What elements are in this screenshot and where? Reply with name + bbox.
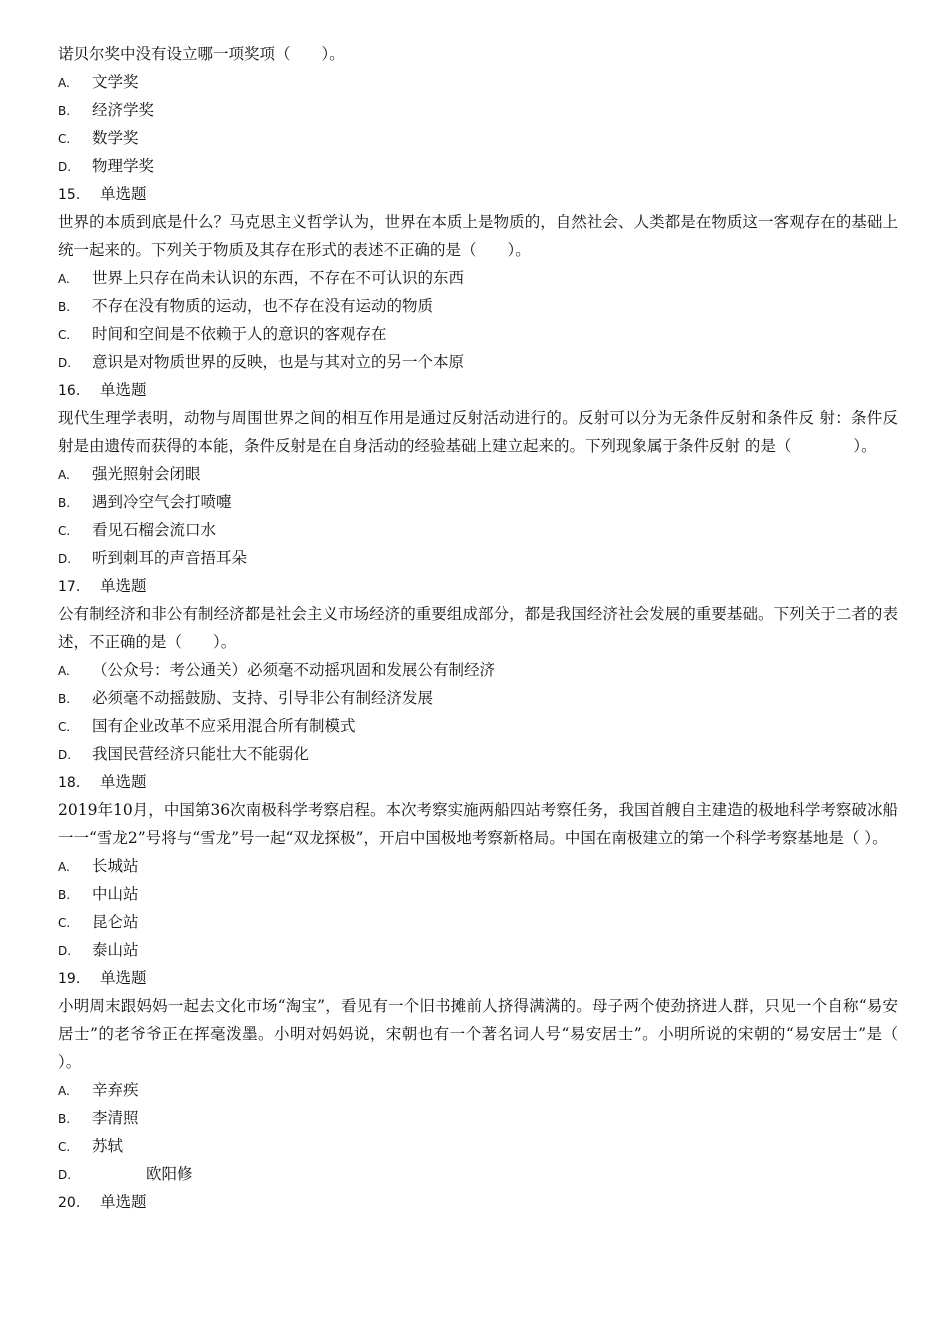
question-header — [58, 572, 898, 600]
option-d — [58, 1160, 898, 1188]
option-letter: D. — [58, 356, 72, 370]
question-number: 16. — [58, 383, 81, 399]
option-letter: C. — [58, 916, 71, 930]
question-type: 单选题 — [100, 381, 147, 399]
question-number: 19. — [58, 971, 81, 987]
option-text: 意识是对物质世界的反映，也是与其对立的另一个本原 — [92, 353, 465, 371]
option-letter: B. — [58, 888, 71, 902]
question-header — [58, 768, 898, 796]
option-letter: A. — [58, 860, 70, 874]
option-letter: C. — [58, 720, 71, 734]
option-text: 必须毫不动摇鼓励、支持、引导非公有制经济发展 — [92, 689, 434, 707]
option-text: 世界上只存在尚未认识的东西，不存在不可认识的东西 — [92, 269, 465, 287]
option-a — [58, 656, 898, 684]
option-letter: A. — [58, 468, 70, 482]
option-a — [58, 852, 898, 880]
question-type: 单选题 — [100, 185, 147, 203]
exam-page — [58, 40, 945, 1216]
question-header — [58, 1188, 898, 1216]
question-number: 18. — [58, 775, 81, 791]
question-header — [58, 180, 898, 208]
option-letter: A. — [58, 1084, 70, 1098]
option-letter: A. — [58, 272, 70, 286]
option-text: 数学奖 — [92, 129, 139, 147]
option-b — [58, 880, 898, 908]
question-stem: 公有制经济和非公有制经济都是社会主义市场经济的重要组成部分，都是我国经济社会发展的重要基础。下列关于二者的表述，不正确的是（ ）。 — [58, 605, 898, 651]
option-letter: B. — [58, 692, 71, 706]
option-d — [58, 152, 898, 180]
question-stem: 诺贝尔奖中没有设立哪一项奖项（ ）。 — [58, 45, 345, 63]
question-stem: 2019年10月，中国第36次南极科学考察启程。本次考察实施两船四站考察任务，我国首艘自主建造的极地科学考察破冰船一一“雪龙2”号将与“雪龙”号一起“双龙探极”，开启中国极地考察新格局。中国在南极建立的第一个科学考察基地是（ ）。 — [58, 801, 898, 847]
question-type: 单选题 — [100, 577, 147, 595]
option-c — [58, 320, 898, 348]
option-text: 不存在没有物质的运动，也不存在没有运动的物质 — [92, 297, 434, 315]
question-number: 17. — [58, 579, 81, 595]
option-text: （公众号：考公通关）必须毫不动摇巩固和发展公有制经济 — [92, 661, 496, 679]
question-stem: 现代生理学表明，动物与周围世界之间的相互作用是通过反射活动进行的。反射可以分为无条件反射和条件反 射：条件反射是由遗传而获得的本能，条件反射是在自身活动的经验基础上建立起来的。下列现象属于条件反射 的是（ ）。 — [58, 409, 898, 455]
option-c — [58, 516, 898, 544]
option-letter: B. — [58, 300, 71, 314]
option-letter: C. — [58, 524, 71, 538]
option-a — [58, 264, 898, 292]
question-header — [58, 964, 898, 992]
question-stem: 世界的本质到底是什么？马克思主义哲学认为，世界在本质上是物质的，自然社会、人类都是在物质这一客观存在的基础上统一起来的。下列关于物质及其存在形式的表述不正确的是（ ）。 — [58, 213, 898, 259]
option-b — [58, 1104, 898, 1132]
option-letter: B. — [58, 104, 71, 118]
option-letter: C. — [58, 1140, 71, 1154]
question-type: 单选题 — [100, 969, 147, 987]
option-c — [58, 1132, 898, 1160]
option-text: 国有企业改革不应采用混合所有制模式 — [92, 717, 356, 735]
option-b — [58, 292, 898, 320]
option-text: 物理学奖 — [92, 157, 155, 175]
option-letter: D. — [58, 748, 72, 762]
option-c — [58, 908, 898, 936]
question-type: 单选题 — [100, 773, 147, 791]
option-letter: B. — [58, 1112, 71, 1126]
option-letter: D. — [58, 1168, 72, 1182]
option-text: 强光照射会闭眼 — [92, 465, 201, 483]
option-a — [58, 1076, 898, 1104]
option-letter: D. — [58, 552, 72, 566]
option-letter: A. — [58, 664, 70, 678]
option-a — [58, 68, 898, 96]
question-number: 20. — [58, 1195, 81, 1211]
option-text: 昆仑站 — [92, 913, 139, 931]
option-text: 遇到冷空气会打喷嚏 — [92, 493, 232, 511]
question-type: 单选题 — [100, 1193, 147, 1211]
option-text: 中山站 — [92, 885, 139, 903]
option-c — [58, 712, 898, 740]
option-letter: C. — [58, 132, 71, 146]
option-text: 听到刺耳的声音捂耳朵 — [92, 549, 248, 567]
question-stem: 小明周末跟妈妈一起去文化市场“淘宝”，看见有一个旧书摊前人挤得满满的。母子两个使劲挤进人群，只见一个自称“易安居士”的老爷爷正在挥毫泼墨。小明对妈妈说，宋朝也有一个著名词人号“易安居士”。小明所说的宋朝的“易安居士”是（ ）。 — [58, 997, 945, 1071]
option-b — [58, 488, 898, 516]
option-text: 苏轼 — [92, 1137, 124, 1155]
option-text: 欧阳修 — [146, 1165, 193, 1183]
option-c — [58, 124, 898, 152]
option-a — [58, 460, 898, 488]
option-d — [58, 348, 898, 376]
question-header — [58, 376, 898, 404]
option-letter: D. — [58, 944, 72, 958]
option-text: 长城站 — [92, 857, 139, 875]
option-d — [58, 740, 898, 768]
option-text: 我国民营经济只能壮大不能弱化 — [92, 745, 310, 763]
option-d — [58, 544, 898, 572]
option-text: 泰山站 — [92, 941, 139, 959]
option-text: 经济学奖 — [92, 101, 155, 119]
option-text: 时间和空间是不依赖于人的意识的客观存在 — [92, 325, 387, 343]
option-letter: C. — [58, 328, 71, 342]
option-text: 文学奖 — [92, 73, 139, 91]
option-letter: D. — [58, 160, 72, 174]
option-d — [58, 936, 898, 964]
option-letter: A. — [58, 76, 70, 90]
option-b — [58, 684, 898, 712]
option-text: 辛弃疾 — [92, 1081, 139, 1099]
question-number: 15. — [58, 187, 81, 203]
option-letter: B. — [58, 496, 71, 510]
option-b — [58, 96, 898, 124]
option-text: 李清照 — [92, 1109, 139, 1127]
option-text: 看见石榴会流口水 — [92, 521, 217, 539]
